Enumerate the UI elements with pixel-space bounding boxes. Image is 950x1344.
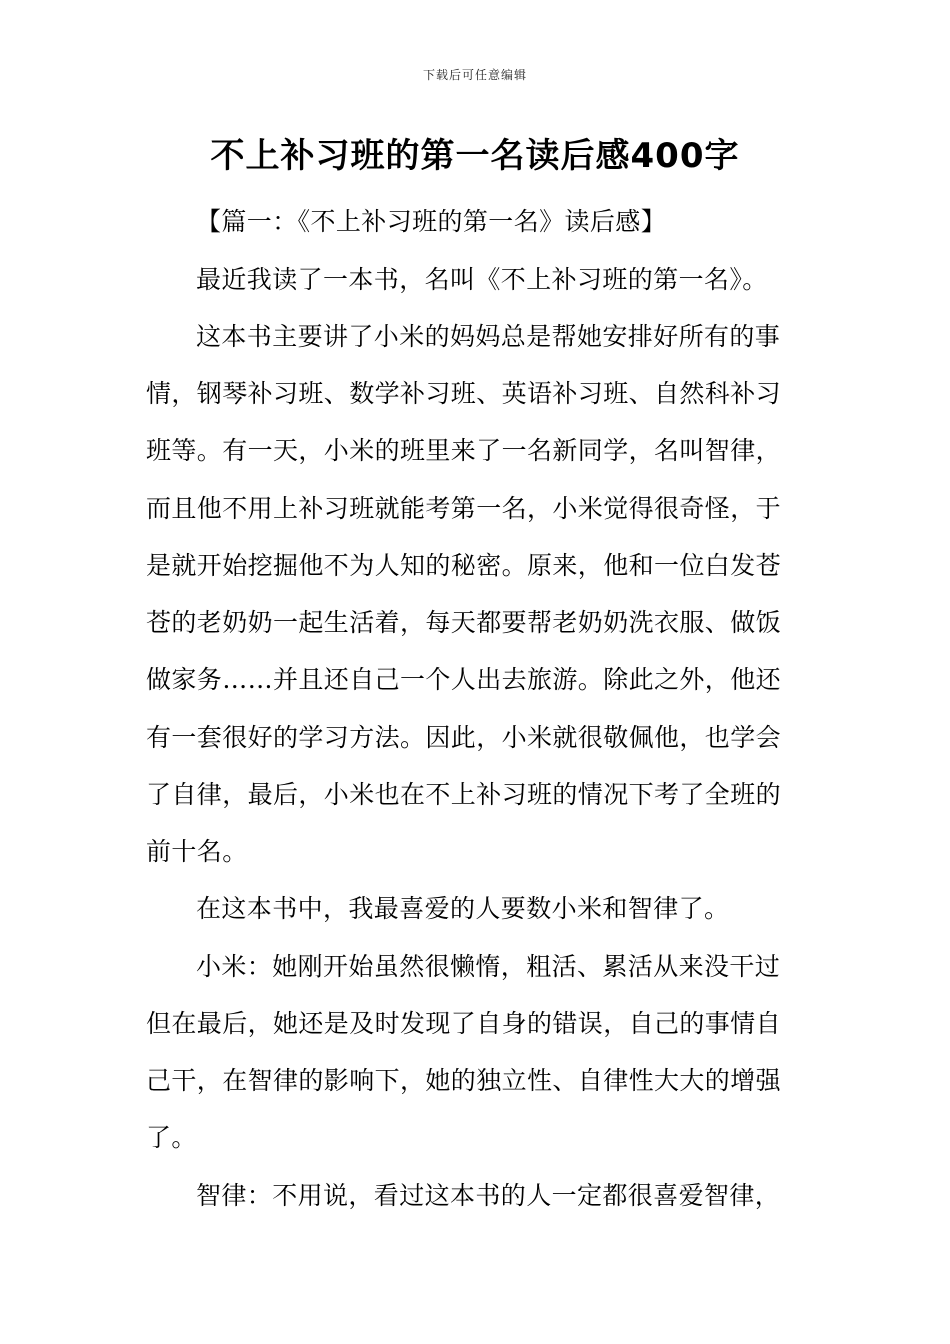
paragraph-line: 做家务……并且还自己一个人出去旅游。除此之外，他还 [146, 665, 782, 694]
paragraph-line: 情，钢琴补习班、数学补习班、英语补习班、自然科补习 [146, 379, 782, 408]
paragraph-line: 班等。有一天，小米的班里来了一名新同学，名叫智律， [146, 436, 782, 465]
paragraph-line: 是就开始挖掘他不为人知的秘密。原来，他和一位白发苍 [146, 551, 782, 580]
paragraph-line: 有一套很好的学习方法。因此，小米就很敬佩他，也学会 [146, 723, 782, 752]
paragraph-line: 而且他不用上补习班就能考第一名，小米觉得很奇怪，于 [146, 494, 782, 523]
header-note: 下载后可任意编辑 [422, 68, 527, 82]
paragraph-line: 了。 [146, 1123, 197, 1152]
paragraph-line: 这本书主要讲了小米的妈妈总是帮她安排好所有的事 [196, 322, 781, 351]
paragraph-line: 己干，在智律的影响下，她的独立性、自律性大大的增强 [146, 1066, 782, 1095]
paragraph-line: 最近我读了一本书，名叫《不上补习班的第一名》。 [196, 265, 768, 294]
paragraph-line: 在这本书中，我最喜爱的人要数小米和智律了。 [196, 894, 730, 923]
paragraph-line: 了自律，最后，小米也在不上补习班的情况下考了全班的 [146, 780, 782, 809]
paragraph-line: 前十名。 [146, 837, 248, 866]
section-heading: 【篇一：《不上补习班的第一名》读后感】 [196, 207, 667, 236]
paragraph-line: 苍的老奶奶一起生活着，每天都要帮老奶奶洗衣服、做饭 [146, 608, 782, 637]
document-title: 不上补习班的第一名读后感400字 [210, 136, 740, 176]
paragraph-line: 智律：不用说，看过这本书的人一定都很喜爱智律， [196, 1181, 781, 1210]
paragraph-line: 小米：她刚开始虽然很懒惰，粗活、累活从来没干过 [196, 952, 781, 981]
paragraph-line: 但在最后，她还是及时发现了自身的错误，自己的事情自 [146, 1009, 782, 1038]
